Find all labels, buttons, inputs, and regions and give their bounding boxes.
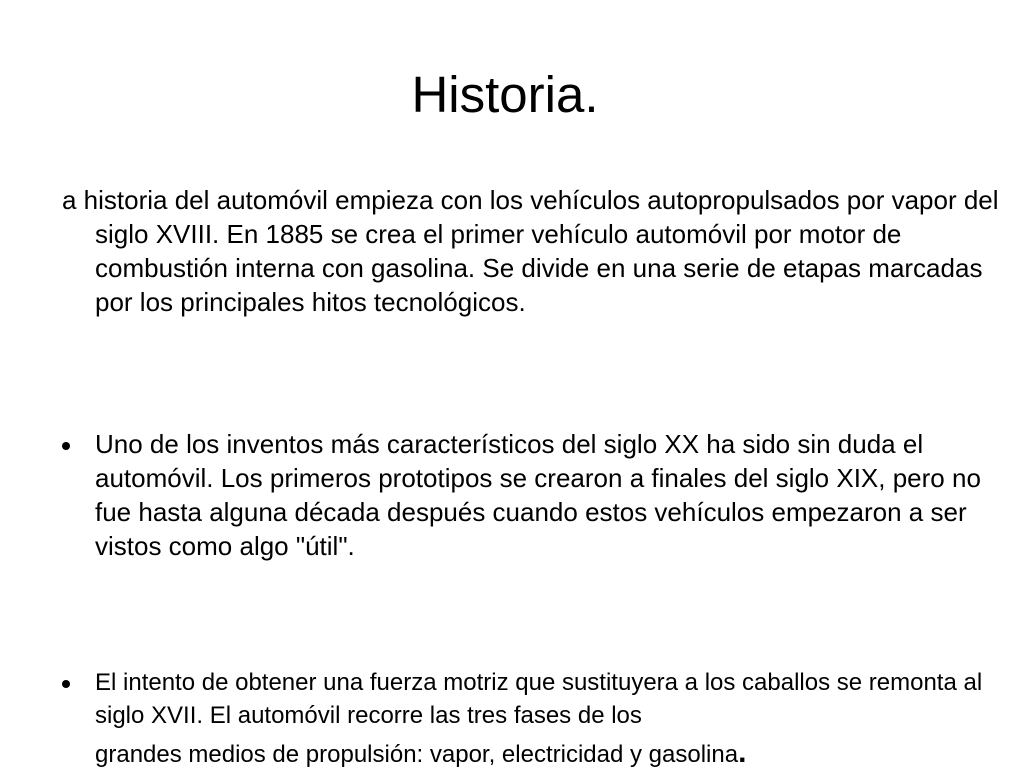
slide-title: Historia. xyxy=(411,66,599,123)
bullet-item-2 xyxy=(62,666,1015,768)
intro-paragraph: a historia del automóvil empieza con los vehículos autopropulsados por vapor del siglo XVIII. En 1885 se crea el primer vehículo automóvil por motor de combustión interna con gasolina. Se divide en una serie de etapas marcadas por los principales hitos tecnológicos. xyxy=(62,185,999,317)
bullet-text-2b: grandes medios de propulsión: vapor, electricidad y gasolina xyxy=(95,741,739,768)
bullet-line-2b xyxy=(95,736,1015,768)
bullet-text-2a: El intento de obtener una fuerza motriz que sustituyera a los caballos se remonta al siglo XVII. El automóvil recorre las tres fases de los xyxy=(95,669,983,729)
bullet-text-1: Uno de los inventos más característicos del siglo XX ha sido sin duda el automóvil. Los primeros prototipos se crearon a finales del siglo XIX, pero no fue hasta alguna década después cuando estos vehículos empezaron a ser vistos como algo "útil". xyxy=(95,429,981,561)
bullet-dot-icon xyxy=(62,680,70,688)
bullet-end-mark: . xyxy=(738,736,747,768)
bullet-dot-icon xyxy=(62,442,70,450)
bullet-item-1 xyxy=(62,427,1015,563)
